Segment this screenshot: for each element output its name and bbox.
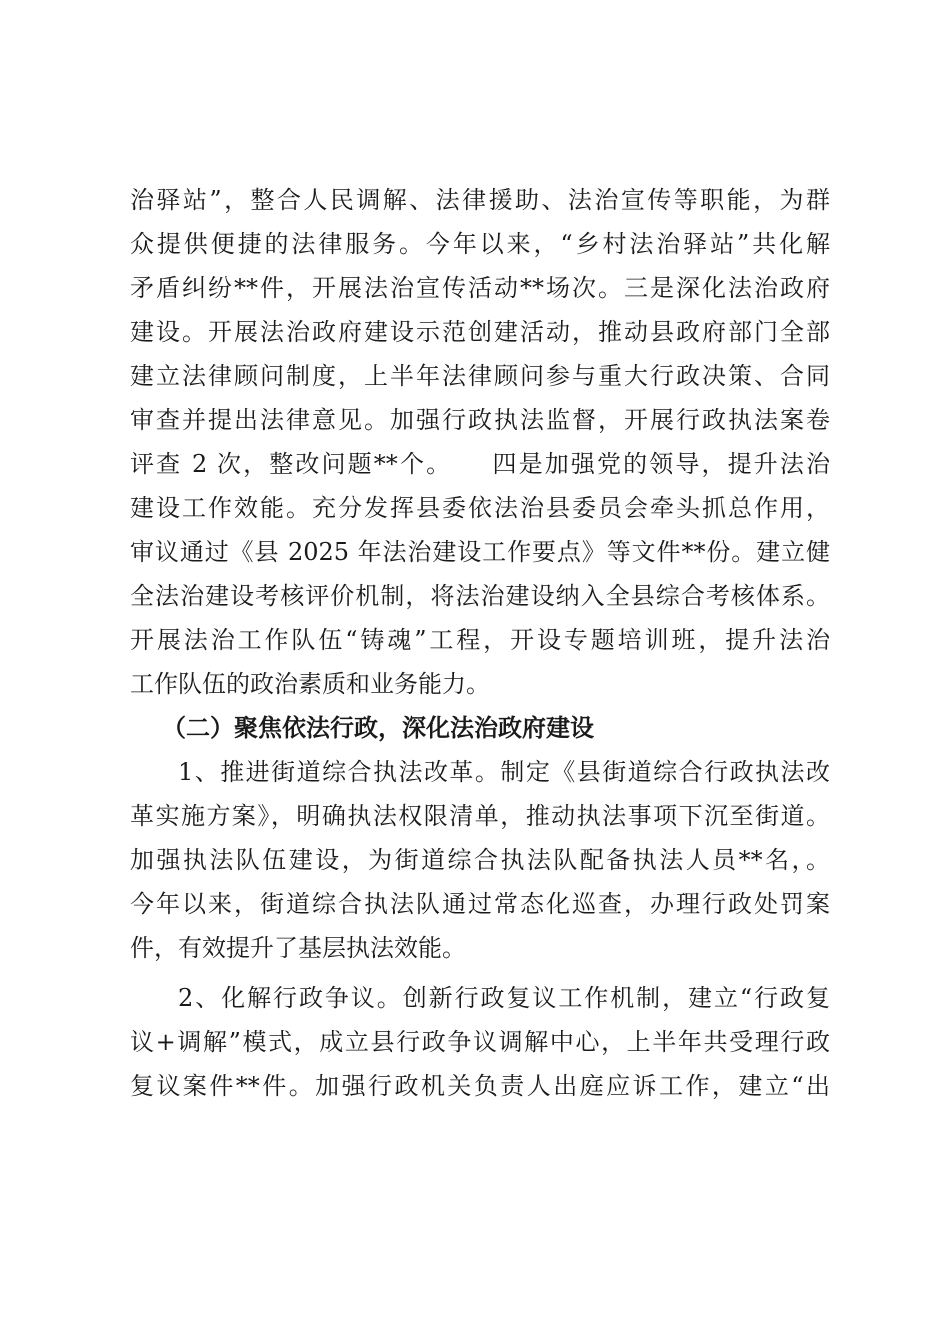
paragraph-line: 1、推进街道综合执法改革。制定《县街道综合行政执法改 [178, 758, 830, 786]
paragraph-line: 今年以来，街道综合执法队通过常态化巡查，办理行政处罚案 [130, 890, 830, 918]
paragraph-line: 议+调解”模式，成立县行政争议调解中心，上半年共受理行政 [130, 1028, 830, 1056]
paragraph-line: 革实施方案》，明确执法权限清单，推动执法事项下沉至街道。 [130, 802, 830, 830]
paragraph-line: 加强执法队伍建设，为街道综合执法队配备执法人员**名，。 [130, 846, 830, 874]
paragraph-line: 件，有效提升了基层执法效能。 [130, 934, 466, 962]
section-heading: （二）聚焦依法行政，深化法治政府建设 [162, 714, 594, 742]
paragraph-line: 建设工作效能。充分发挥县委依法治县委员会牵头抓总作用， [130, 494, 830, 522]
paragraph-line: 复议案件**件。加强行政机关负责人出庭应诉工作，建立“出 [130, 1072, 830, 1100]
paragraph-line: 治驿站”，整合人民调解、法律援助、法治宣传等职能，为群 [130, 186, 830, 214]
paragraph-line: 审查并提出法律意见。加强行政执法监督，开展行政执法案卷 [130, 406, 830, 434]
paragraph-line: 评查 2 次，整改问题**个。 四是加强党的领导，提升法治 [130, 450, 830, 478]
paragraph-line: 工作队伍的政治素质和业务能力。 [130, 670, 490, 698]
paragraph-line: 矛盾纠纷**件，开展法治宣传活动**场次。三是深化法治政府 [130, 274, 830, 302]
document-body [130, 178, 830, 1108]
paragraph-line: 2、化解行政争议。创新行政复议工作机制，建立“行政复 [178, 984, 830, 1012]
paragraph-line: 建立法律顾问制度，上半年法律顾问参与重大行政决策、合同 [130, 362, 830, 390]
paragraph-line: 全法治建设考核评价机制，将法治建设纳入全县综合考核体系。 [130, 582, 830, 610]
paragraph-line: 开展法治工作队伍“铸魂”工程，开设专题培训班，提升法治 [130, 626, 830, 654]
paragraph-line: 众提供便捷的法律服务。今年以来，“乡村法治驿站”共化解 [130, 230, 830, 258]
paragraph-line: 建设。开展法治政府建设示范创建活动，推动县政府部门全部 [130, 318, 830, 346]
paragraph-line: 审议通过《县 2025 年法治建设工作要点》等文件**份。建立健 [130, 538, 830, 566]
